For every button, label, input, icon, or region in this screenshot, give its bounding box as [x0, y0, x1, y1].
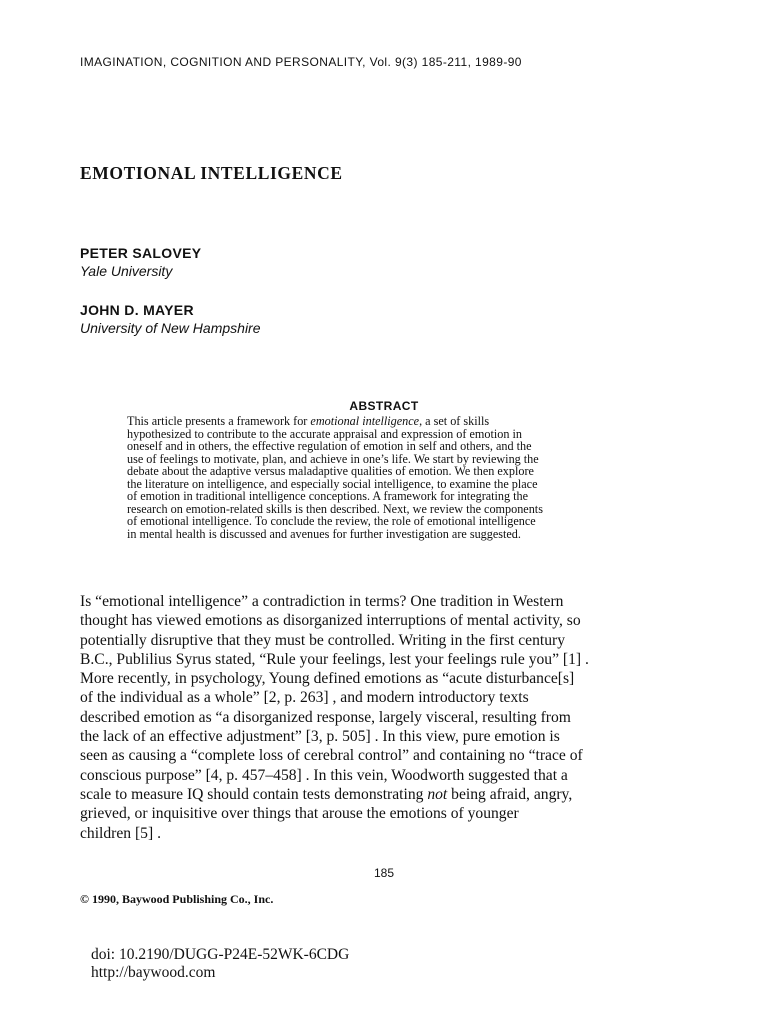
- body-text: [80, 592, 700, 843]
- text-segment: conscious purpose” [4, p. 457–458] . In this vein, Woodworth suggested that a: [80, 766, 568, 784]
- text-line: [80, 611, 700, 630]
- text-segment: Is “emotional intelligence” a contradiction in terms? One tradition in Western: [80, 593, 564, 610]
- text-segment: hypothesized to contribute to the accurate appraisal and expression of emotion in: [127, 426, 522, 441]
- author-affiliation: University of New Hampshire: [80, 320, 261, 336]
- text-line: [80, 824, 700, 843]
- text-segment: potentially disruptive that they must be controlled. Writing in the first century: [80, 631, 565, 649]
- paper-title: EMOTIONAL INTELLIGENCE: [80, 163, 343, 183]
- doi-text: doi: 10.2190/DUGG-P24E-52WK-6CDG: [91, 946, 350, 963]
- copyright-notice: © 1990, Baywood Publishing Co., Inc.: [80, 892, 274, 906]
- text-segment: of emotional intelligence. To conclude the review, the role of emotional intelligence: [127, 514, 536, 528]
- text-segment: in mental health is discussed and avenues for further investigation are suggested.: [127, 526, 521, 541]
- emphasis-text: emotional intelligence: [310, 414, 420, 428]
- text-line: [80, 650, 700, 669]
- text-line: [80, 727, 700, 746]
- text-segment: scale to measure IQ should contain tests demonstrating: [80, 785, 428, 803]
- text-line: [80, 592, 700, 611]
- text-segment: of emotion in traditional intelligence conceptions. A framework for integrating the: [127, 489, 529, 503]
- text-segment: grieved, or inquisitive over things that arouse the emotions of younger: [80, 805, 519, 823]
- text-line: [127, 528, 702, 541]
- text-segment: described emotion as “a disorganized response, largely visceral, resulting from: [80, 708, 571, 726]
- text-segment: the lack of an effective adjustment” [3, p. 505] . In this view, pure emotion is: [80, 728, 560, 746]
- author-name: JOHN D. MAYER: [80, 302, 194, 318]
- text-segment: use of feelings to motivate, plan, and achieve in one’s life. We start by reviewing the: [127, 451, 539, 466]
- author-name: PETER SALOVEY: [80, 245, 202, 261]
- text-line: [80, 785, 700, 804]
- abstract-heading: ABSTRACT: [349, 399, 419, 413]
- text-line: [80, 804, 700, 823]
- text-segment: debate about the adaptive versus maladaptive qualities of emotion. We then explore: [127, 464, 534, 478]
- journal-citation: IMAGINATION, COGNITION AND PERSONALITY, Vol. 9(3) 185-211, 1989-90: [80, 55, 522, 69]
- text-segment: oneself and in others, the effective regulation of emotion in self and others, and the: [127, 439, 532, 453]
- page-number: 185: [373, 866, 395, 880]
- text-segment: , a set of skills: [419, 414, 490, 428]
- author-affiliation: Yale University: [80, 263, 173, 279]
- text-line: [80, 669, 700, 688]
- text-segment: This article presents a framework for: [127, 414, 311, 428]
- text-line: [80, 631, 700, 650]
- emphasis-text: not: [427, 785, 448, 803]
- text-segment: B.C., Publilius Syrus stated, “Rule your feelings, lest your feelings rule you” [1] .: [80, 650, 589, 668]
- abstract-text: [127, 415, 702, 540]
- text-segment: seen as causing a “complete loss of cerebral control” and containing no “trace of: [80, 747, 583, 765]
- text-segment: More recently, in psychology, Young defined emotions as “acute disturbance[s]: [80, 670, 575, 688]
- text-segment: the literature on intelligence, and especially social intelligence, to examine the place: [127, 476, 538, 491]
- text-line: [80, 766, 700, 785]
- publisher-link[interactable]: http://baywood.com: [91, 964, 216, 981]
- text-line: [80, 746, 700, 765]
- text-segment: children [5] .: [80, 824, 161, 842]
- text-line: [80, 708, 700, 727]
- text-line: [80, 688, 700, 707]
- text-segment: thought has viewed emotions as disorganized interruptions of mental activity, so: [80, 612, 581, 630]
- text-segment: of the individual as a whole” [2, p. 263] , and modern introductory texts: [80, 689, 529, 707]
- text-segment: being afraid, angry,: [447, 785, 573, 803]
- text-segment: research on emotion-related skills is then described. Next, we review the components: [127, 501, 543, 516]
